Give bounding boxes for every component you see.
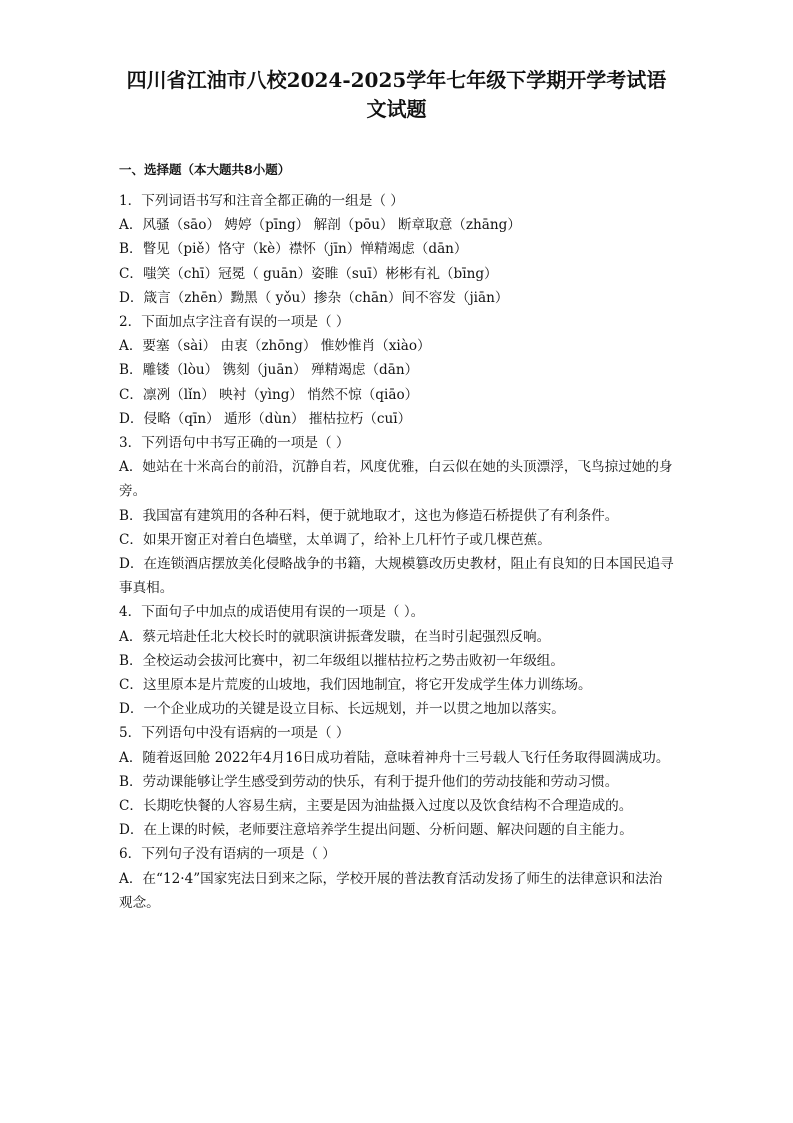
question-5 — [119, 721, 675, 842]
option-c: C．长期吃快餐的人容易生病，主要是因为油盐摄入过度以及饮食结构不合理造成的。 — [119, 798, 633, 815]
option-b: B．劳动课能够让学生感受到劳动的快乐，有利于提升他们的劳动技能和劳动习惯。 — [119, 773, 619, 790]
option-a: A．在“12·4”国家宪法日到来之际，学校开展的普法教育活动发扬了师生的法律意识和法治观念。 — [119, 870, 663, 911]
title-line-1: 四川省江油市八校2024-2025学年七年级下学期开学考试语 — [126, 68, 667, 92]
title-line-2: 文试题 — [366, 97, 427, 121]
option-a: A．她站在十米高台的前沿，沉静自若，风度优雅，白云似在她的头顶漂浮，飞鸟掠过她的身旁。 — [119, 459, 673, 500]
document-title — [100, 66, 693, 124]
question-stem: 5．下列语句中没有语病的一项是（ ） — [119, 725, 350, 742]
question-6 — [119, 842, 675, 915]
option-d: D．在上课的时候，老师要注意培养学生提出问题、分析问题、解决问题的自主能力。 — [119, 822, 633, 839]
option-d: D．一个企业成功的关键是设立目标、长远规划，并一以贯之地加以落实。 — [119, 701, 565, 718]
option-b: B．我国富有建筑用的各种石料，便于就地取才，这也为修造石桥提供了有利条件。 — [119, 507, 619, 524]
question-3 — [119, 431, 675, 600]
question-stem: 6．下列句子没有语病的一项是（ ） — [119, 846, 336, 863]
question-stem: 4．下面句子中加点的成语使用有误的一项是（ ）。 — [119, 604, 425, 621]
question-stem: 1．下列词语书写和注音全都正确的一组是（ ） — [119, 193, 404, 209]
question-stem: 2．下面加点字注音有误的一项是（ ） — [119, 314, 350, 331]
question-2 — [119, 310, 675, 431]
option-d: D．箴言（zhēn）黝黑（ yǒu）掺杂（chān）间不容发（jiān） — [119, 289, 509, 306]
option-c: C．嗤笑（chī）冠冕（ guān）姿睢（suī）彬彬有礼（bīng） — [119, 265, 498, 282]
option-a: A．要塞（sài） 由衷（zhōng） 惟妙惟肖（xiào） — [119, 338, 431, 355]
question-list — [119, 189, 675, 915]
option-d: D．在连锁酒店摆放美化侵略战争的书籍，大规模篡改历史教材，阻止有良知的日本国民追寻事真相。 — [119, 556, 674, 597]
option-b: B．雕镂（lòu） 镌刻（juān） 殚精竭虑（dān） — [119, 362, 419, 379]
option-c: C．如果开窗正对着白色墙壁，太单调了，给补上几杆竹子或几棵芭蕉。 — [119, 531, 551, 548]
option-a: A．蔡元培赴任北大校长时的就职演讲振聋发聩，在当时引起强烈反响。 — [119, 628, 551, 645]
option-c: C．凛冽（lǐn） 映衬（yìng） 悄然不惊（qiāo） — [119, 386, 419, 403]
option-a: A．随着返回舱 2022年4月16日成功着陆，意味着神舟十三号载人飞行任务取得圆满成功。 — [119, 749, 670, 766]
option-c: C．这里原本是片荒废的山坡地，我们因地制宜，将它开发成学生体力训练场。 — [119, 677, 592, 694]
question-stem: 3．下列语句中书写正确的一项是（ ） — [119, 435, 350, 452]
question-4 — [119, 600, 675, 721]
question-1 — [119, 189, 675, 310]
option-a: A．风骚（sāo） 娉婷（pīng） 解剖（pōu） 断章取意（zhāng） — [119, 217, 521, 234]
section-heading: 一、选择题（本大题共8小题） — [119, 162, 291, 177]
option-b: B．全校运动会拔河比赛中，初二年级组以摧枯拉朽之势击败初一年级组。 — [119, 652, 564, 669]
option-b: B．瞥见（piě）恪守（kè）襟怀（jīn）惮精竭虑（dān） — [119, 241, 468, 258]
option-d: D．侵略（qīn） 遁形（dùn） 摧枯拉朽（cuī） — [119, 410, 412, 427]
